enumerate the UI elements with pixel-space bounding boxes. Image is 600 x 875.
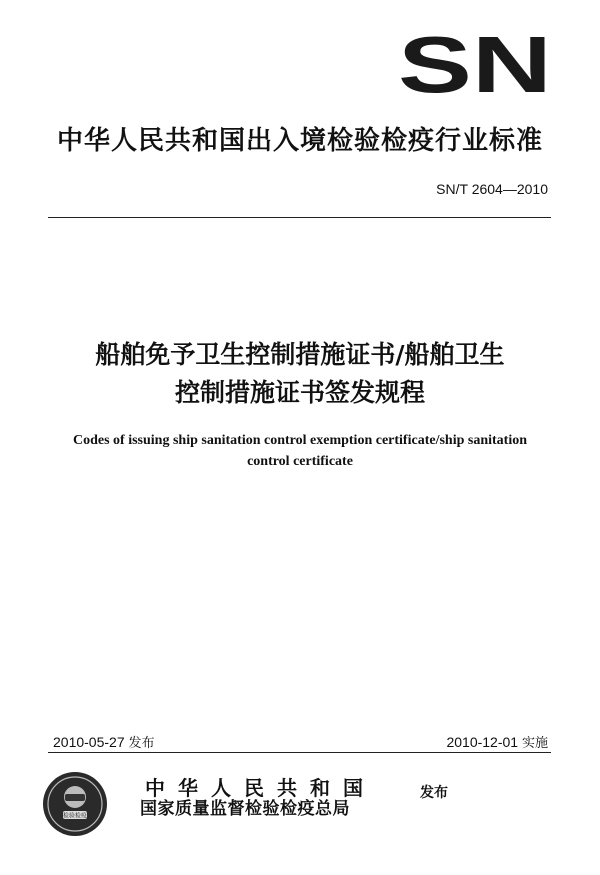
- implementation-date-label: 实施: [521, 736, 548, 751]
- issue-date: [53, 732, 155, 751]
- implementation-date: [446, 732, 548, 751]
- implementation-date-value: 2010-12-01: [446, 734, 519, 750]
- issue-date-value: 2010-05-27: [53, 734, 125, 750]
- footer-divider: [48, 752, 551, 753]
- svg-text:SN: SN: [398, 28, 552, 98]
- english-title-line2: control certificate: [247, 454, 353, 469]
- chinese-title-line2: 控制措施证书签发规程: [174, 378, 425, 407]
- english-title-line1: Codes of issuing ship sanitation control exemption certificate/ship sanitation: [73, 433, 527, 448]
- sn-logo: [395, 28, 555, 98]
- svg-text:检验检疫: 检验检疫: [62, 812, 88, 820]
- publish-label: 发布: [420, 785, 448, 801]
- header-divider: [48, 217, 551, 218]
- standard-type-heading: 中华人民共和国出入境检验检疫行业标准: [56, 126, 543, 156]
- chinese-title: [0, 336, 600, 412]
- standard-number: SN/T 2604—2010: [436, 181, 548, 197]
- issue-date-label: 发布: [128, 736, 155, 751]
- issuer-name-line1: 中华人民共和国: [145, 776, 376, 800]
- chinese-title-line1: 船舶免予卫生控制措施证书/船舶卫生: [95, 340, 505, 369]
- issuer-name-line2: 国家质量监督检验检疫总局: [140, 799, 350, 819]
- agency-seal-icon: [41, 770, 109, 838]
- english-title: [45, 430, 555, 472]
